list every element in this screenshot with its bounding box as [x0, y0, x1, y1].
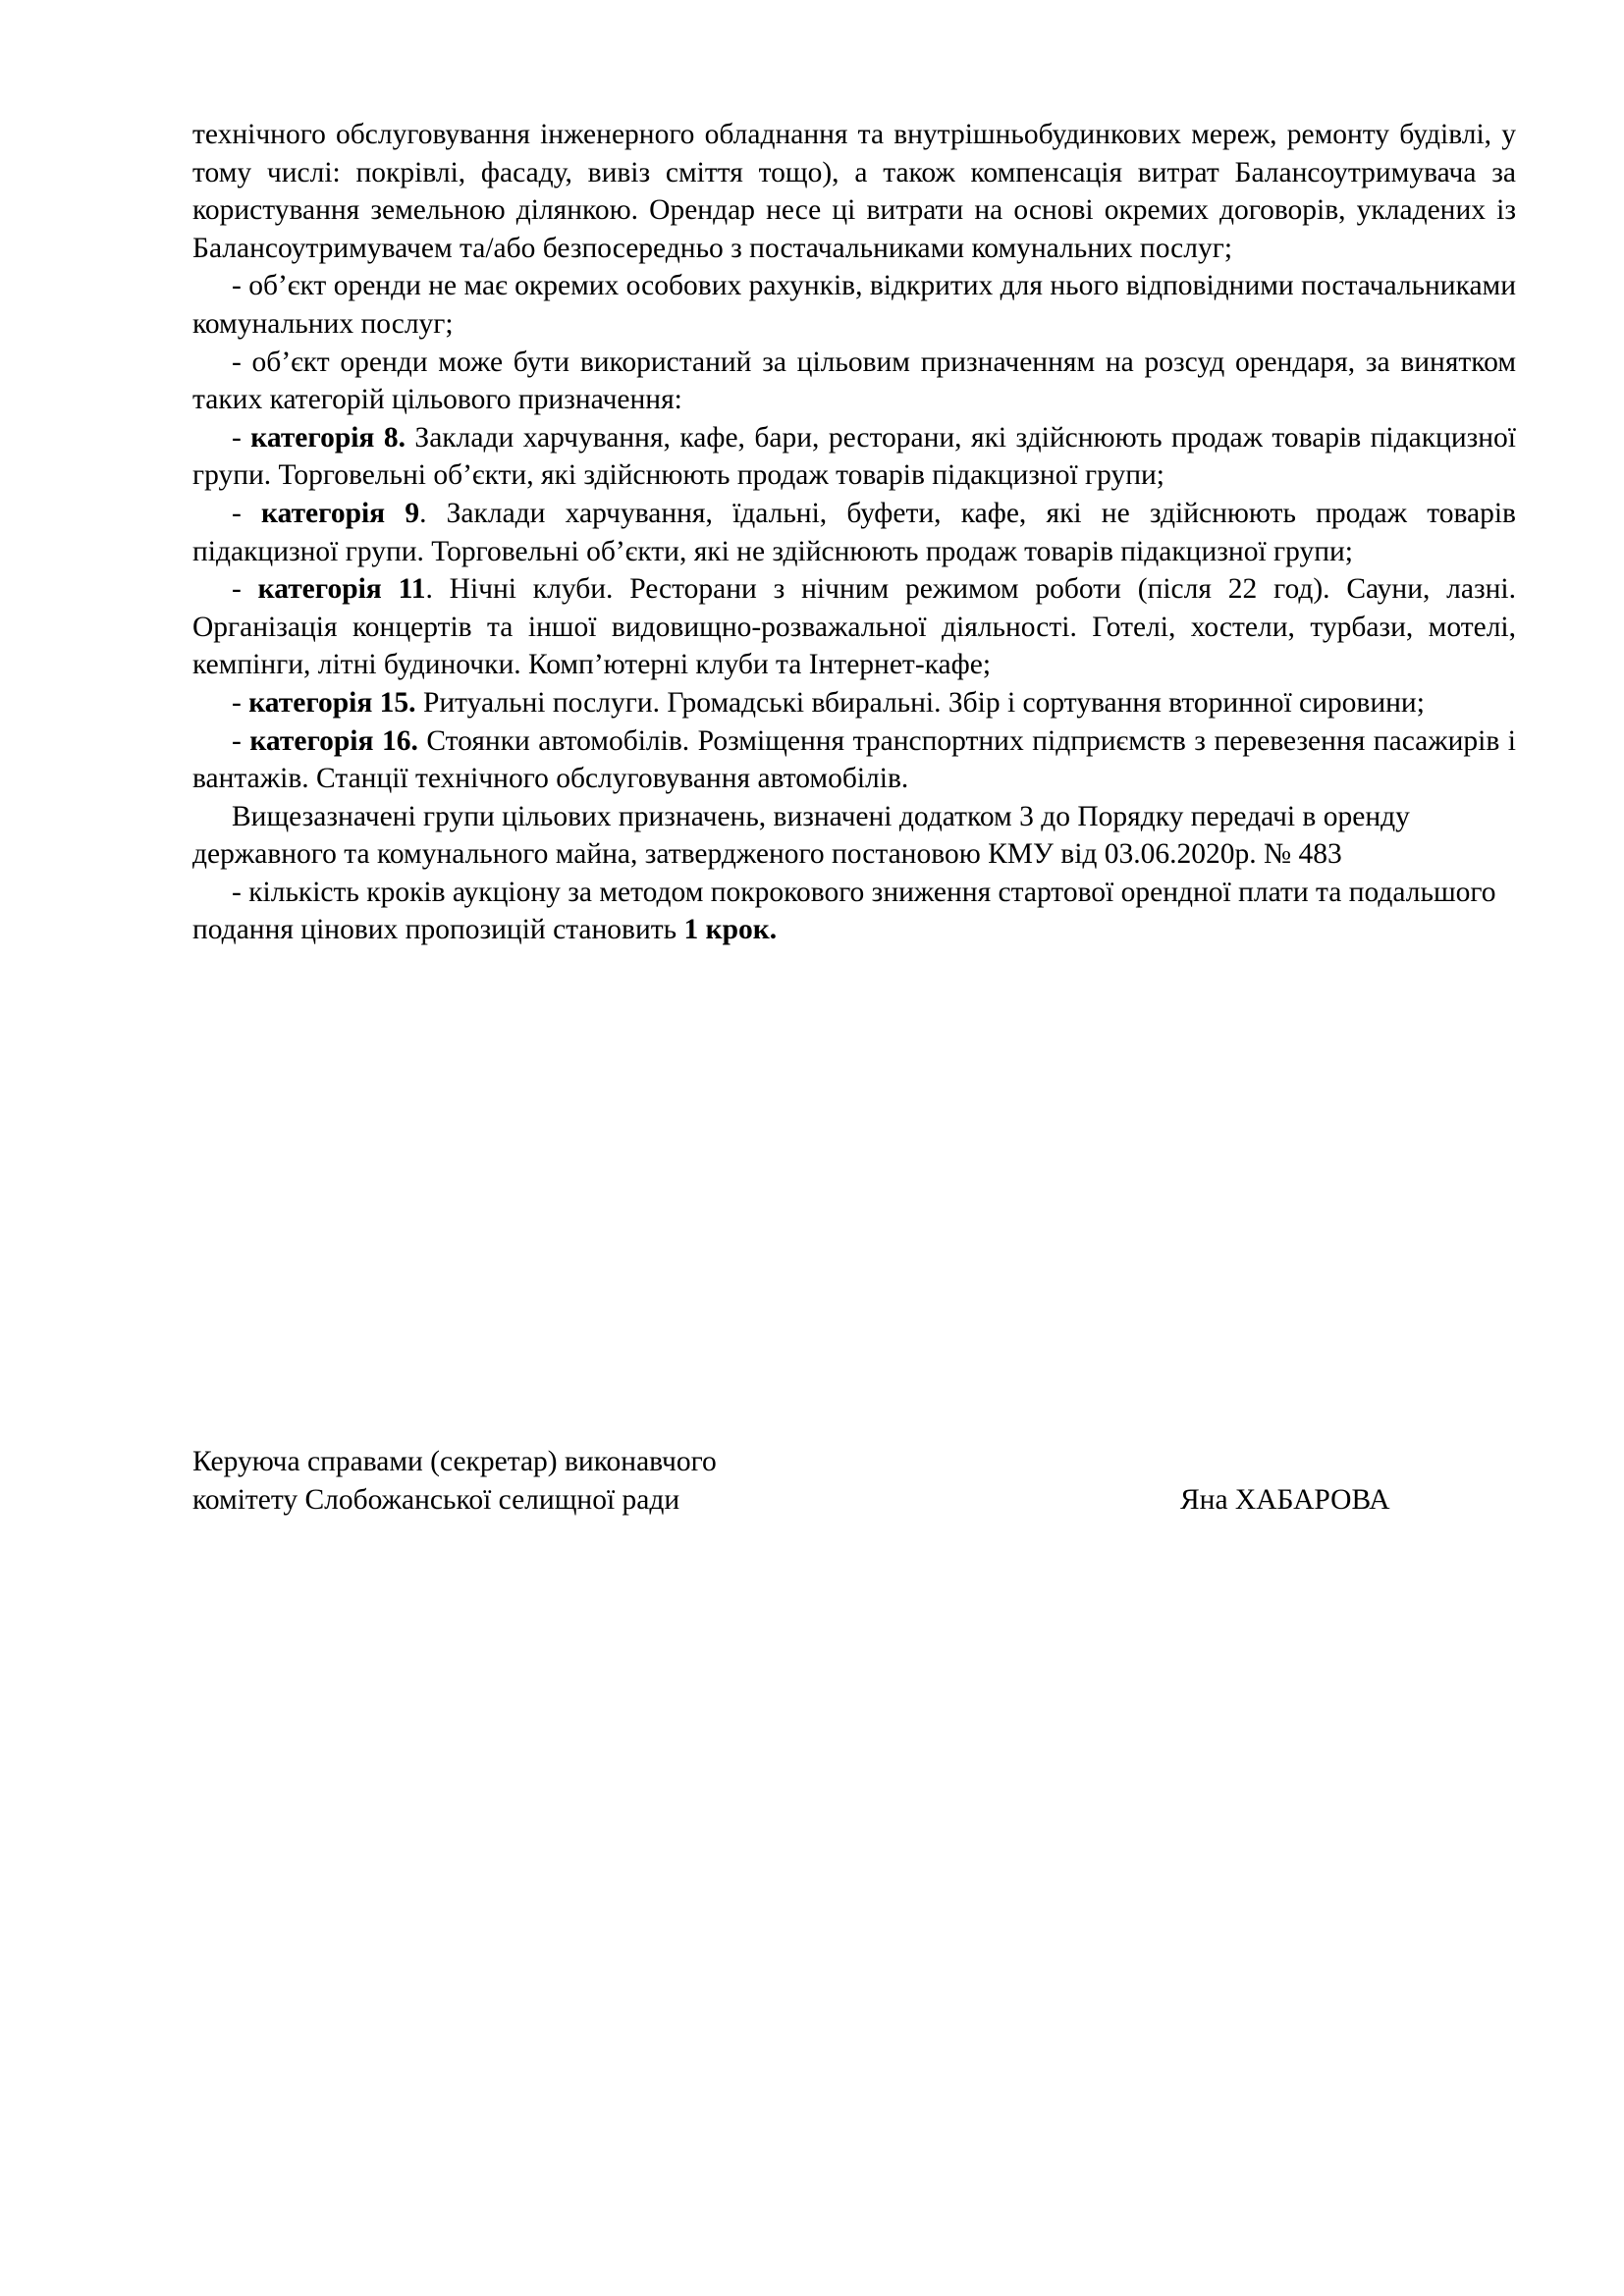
category-label: категорія 16. [249, 724, 418, 757]
paragraph-intended-purpose: - об’єкт оренди може бути використаний за цільовим призначенням на розсуд орендаря, за винятком таких категорій цільового призначення: [192, 346, 1516, 416]
paragraph-category-11: - категорія 11. Нічні клуби. Ресторани з нічним режимом роботи (після 22 год). Сауни, лазні. Організація концертів та іншої видовищно-розважальної діяльності. Готелі, хостели, турбази, мотелі, кемпінги, літні будиночки. Комп’ютерні клуби та Інтернет-кафе; [192, 573, 1517, 681]
paragraph-category-16: - категорія 16. Стоянки автомобілів. Розміщення транспортних підприємств з перевезення пасажирів і вантажів. Станції технічного обслуговування автомобілів. [192, 724, 1516, 795]
signature-position-line-1 [192, 1443, 1516, 1481]
paragraph-category-9: - категорія 9. Заклади харчування, їдальні, буфети, кафе, які не здійснюють продаж товарів підакцизної групи. Торговельні об’єкти, які не здійснюють продаж товарів підакцизної групи; [192, 497, 1516, 567]
category-label: категорія 11 [257, 573, 426, 606]
signatory-name: Яна ХАБАРОВА [1180, 1483, 1390, 1516]
category-label: категорія 15. [248, 686, 416, 719]
paragraph-maintenance-costs: технічного обслуговування інженерного обладнання та внутрішньобудинкових мереж, ремонту будівлі, у тому числі: покрівлі, фасаду, вивіз сміття тощо), а також компенсація витрат Балансоутримувача за користування земельною ділянкою. Орендар несе ці витрати на основі окремих договорів, укладених із Балансоутримувачем та/або безпосередньо з постачальниками комунальних послуг; [192, 119, 1516, 264]
paragraph-purpose-groups-note: Вищезазначені групи цільових призначень, визначені додатком 3 до Порядку передачі в оренду державного та комунального майна, затвердженого постановою КМУ від 03.06.2020р. № 483 [192, 800, 1410, 871]
paragraph-category-8: - категорія 8. Заклади харчування, кафе, бари, ресторани, які здійснюють продаж товарів підакцизної групи. Торговельні об’єкти, які здійснюють продаж товарів підакцизної групи; [192, 421, 1516, 492]
signature-position-title: Керуюча справами (секретар) виконавчого [192, 1446, 717, 1477]
signature-position-line-2 [192, 1481, 1516, 1520]
paragraph-category-15: - категорія 15. Ритуальні послуги. Громадські вбиральні. Збір і сортування вторинної сировини; [232, 686, 1425, 719]
paragraph-auction-steps: - кількість кроків аукціону за методом покрокового зниження стартової орендної плати та подальшого подання цінових пропозицій становить 1 крок. [192, 876, 1496, 946]
document-body [192, 116, 1516, 949]
category-label: категорія 8. [250, 421, 406, 454]
signature-block [192, 1443, 1516, 1519]
signature-position-committee: комітету Слобожанської селищної ради [192, 1483, 680, 1516]
paragraph-no-separate-accounts: - об’єкт оренди не має окремих особових рахунків, відкритих для нього відповідними постачальниками комунальних послуг; [192, 270, 1516, 340]
auction-steps-value: 1 крок. [683, 914, 778, 946]
category-label: категорія 9 [261, 497, 420, 529]
